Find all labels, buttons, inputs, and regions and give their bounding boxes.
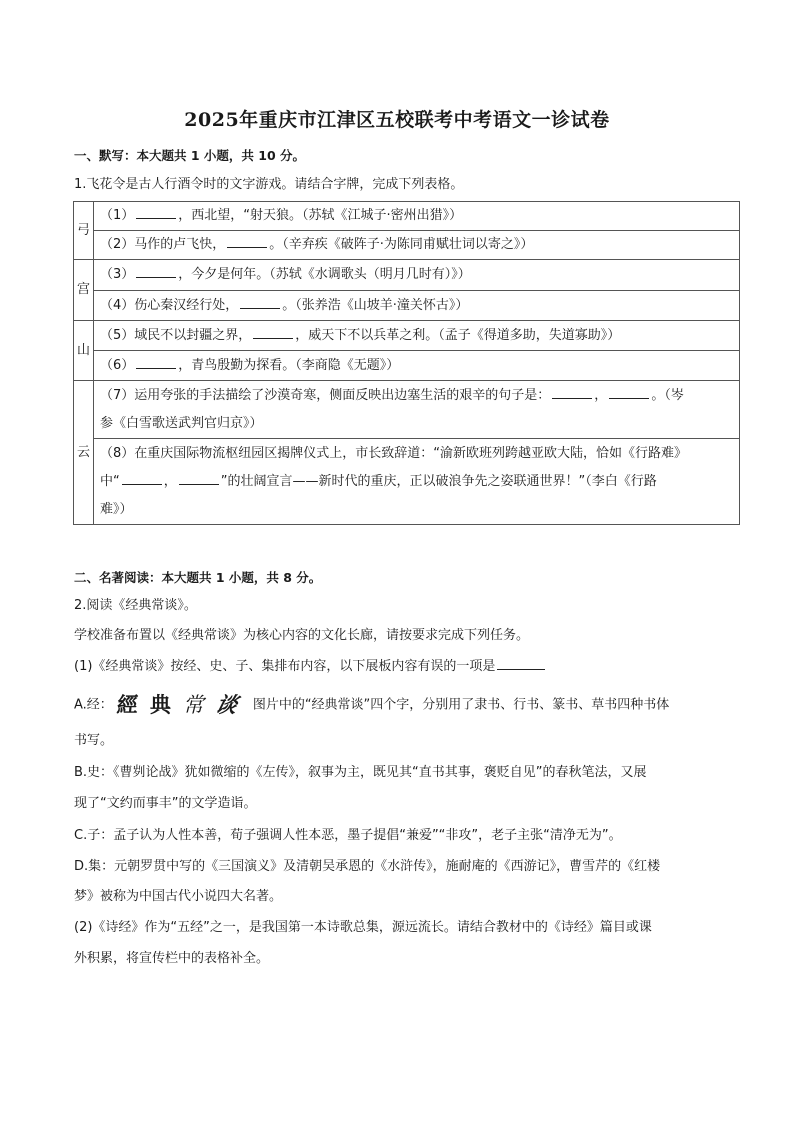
row-5: （5）域民不以封疆之界， ，威天下不以兵革之利。（孟子《得道多助，失道寡助》） <box>94 321 740 351</box>
key-shan: 山 <box>74 321 94 381</box>
row-6: （6） ，青鸟殷勤为探看。（李商隐《无题》） <box>94 351 740 381</box>
option-b: B.史：《曹刿论战》犹如微缩的《左传》，叙事为主，既见其“直书其事，褒贬自见”的春秋笔法，又展 <box>74 765 647 780</box>
blank-4[interactable] <box>240 296 280 309</box>
option-d: D.集：元朝罗贯中写的《三国演义》及清朝吴承恩的《水浒传》，施耐庵的《西游记》，曹雪芹的《红楼 <box>74 859 661 874</box>
key-gong-palace: 宫 <box>74 260 94 321</box>
blank-7b[interactable] <box>609 386 649 399</box>
question2-desc: 学校准备布置以《经典常谈》为核心内容的文化长廊，请按要求完成下列任务。 <box>74 628 530 643</box>
blank-2[interactable] <box>227 235 267 248</box>
subquestion-2: (2)《诗经》作为“五经”之一，是我国第一本诗歌总集，源远流长。请结合教材中的《诗经》篇目或课 <box>74 920 652 935</box>
row-8: （8）在重庆国际物流枢纽园区揭牌仪式上，市长致辞道：“渝新欧班列跨越亚欧大陆，恰如《行路难》 中“ ， ”的壮阔宣言——新时代的重庆，正以破浪争先之姿联通世界！”（李白《行路 难》） <box>94 439 740 525</box>
key-gong-bow: 弓 <box>74 202 94 260</box>
blank-8a[interactable] <box>122 472 162 485</box>
option-b-cont: 现了“文约而事丰”的文学造诣。 <box>74 796 257 811</box>
option-a-cont: 书写。 <box>74 733 114 748</box>
option-a: A.经： 經典常谈图片中的“经典常谈”四个字，分别用了隶书、行书、篆书、草书四种书体 <box>74 692 670 717</box>
blank-6[interactable] <box>136 356 176 369</box>
blank-8b[interactable] <box>179 472 219 485</box>
blank-5[interactable] <box>253 326 293 339</box>
subquestion-2-cont: 外积累，将宣传栏中的表格补全。 <box>74 951 270 966</box>
question2: 2.阅读《经典常谈》。 <box>74 598 197 613</box>
subquestion-1: (1)《经典常谈》按经、史、子、集排布内容，以下展板内容有误的一项是 <box>74 657 740 677</box>
blank-3[interactable] <box>136 265 176 278</box>
row-7: （7）运用夸张的手法描绘了沙漠奇寒，侧面反映出边塞生活的艰辛的句子是： ， 。（岑 参《白雪歌送武判官归京》） <box>94 381 740 439</box>
page-title: 2025年重庆市江津区五校联考中考语文一诊试卷 <box>184 109 610 131</box>
row-1: （1） ，西北望，“射天狼。（苏轼《江城子·密州出猎》） <box>94 202 740 231</box>
row-3: （3） ，今夕是何年。（苏轼《水调歌头（明月几时有）》） <box>94 260 740 291</box>
blank-7a[interactable] <box>552 386 592 399</box>
key-yun: 云 <box>74 381 94 525</box>
section2-heading: 二、名著阅读：本大题共 1 小题，共 8 分。 <box>74 570 322 585</box>
row-2: （2）马作的卢飞快， 。（辛弃疾《破阵子·为陈同甫赋壮词以寄之》） <box>94 231 740 260</box>
section1-heading: 一、默写：本大题共 1 小题，共 10 分。 <box>74 148 306 163</box>
option-d-cont: 梦》被称为中国古代小说四大名著。 <box>74 889 283 904</box>
question1-intro: 1.飞花令是古人行酒令时的文字游戏。请结合字牌，完成下列表格。 <box>74 177 464 192</box>
blank-1[interactable] <box>136 206 176 219</box>
calligraphy-image: 經典常谈 <box>115 692 253 717</box>
fill-in-table <box>73 201 740 525</box>
option-c: C.子：孟子认为人性本善，荀子强调人性本恶，墨子提倡“兼爱”“非攻”，老子主张“清净无为”。 <box>74 828 622 843</box>
answer-blank[interactable] <box>497 657 545 670</box>
row-4: （4）伤心秦汉经行处， 。（张养浩《山坡羊·潼关怀古》） <box>94 291 740 321</box>
